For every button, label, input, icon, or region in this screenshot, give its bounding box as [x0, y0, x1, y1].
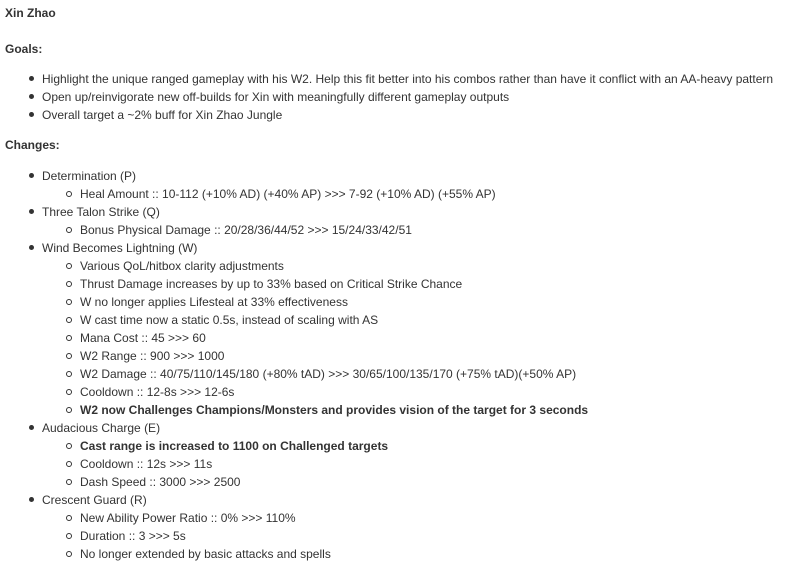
ability-detail: W2 Range :: 900 >>> 1000 — [80, 349, 225, 363]
ability-detail: Cooldown :: 12s >>> 11s — [80, 457, 213, 471]
ability-name: Determination (P) — [42, 169, 137, 183]
ability-detail: Cooldown :: 12-8s >>> 12-6s — [80, 385, 235, 399]
changes-heading: Changes: — [5, 138, 60, 152]
ability-detail: Bonus Physical Damage :: 20/28/36/44/52 >>> 15/24/33/42/51 — [80, 223, 412, 237]
bullet-circle-icon — [66, 263, 72, 269]
ability-detail: Heal Amount :: 10-112 (+10% AD) (+40% AP) >>> 7-92 (+10% AD) (+55% AP) — [80, 187, 496, 201]
ability-detail: Various QoL/hitbox clarity adjustments — [80, 259, 284, 273]
ability-detail: Duration :: 3 >>> 5s — [80, 529, 186, 543]
bullet-disc-icon — [29, 425, 34, 430]
bullet-disc-icon — [29, 245, 34, 250]
bullet-disc-icon — [29, 209, 34, 214]
ability-detail: No longer extended by basic attacks and spells — [80, 547, 331, 561]
bullet-circle-icon — [66, 515, 72, 521]
bullet-circle-icon — [66, 461, 72, 467]
ability-detail: Thrust Damage increases by up to 33% based on Critical Strike Chance — [80, 277, 463, 291]
ability-name: Three Talon Strike (Q) — [42, 205, 160, 219]
goal-item: Overall target a ~2% buff for Xin Zhao Jungle — [42, 108, 283, 122]
ability-detail: W2 Damage :: 40/75/110/145/180 (+80% tAD) >>> 30/65/100/135/170 (+75% tAD)(+50% AP) — [80, 367, 577, 381]
ability-detail-highlight: Cast range is increased to 1100 on Challenged targets — [80, 439, 389, 453]
goal-item: Highlight the unique ranged gameplay with his W2. Help this fit better into his combos rather than have it conflict with an AA-heavy pattern — [42, 72, 774, 86]
bullet-disc-icon — [29, 173, 34, 178]
ability-name: Wind Becomes Lightning (W) — [42, 241, 198, 255]
ability-detail: New Ability Power Ratio :: 0% >>> 110% — [80, 511, 296, 525]
bullet-circle-icon — [66, 227, 72, 233]
bullet-circle-icon — [66, 407, 72, 413]
bullet-circle-icon — [66, 335, 72, 341]
goals-heading: Goals: — [5, 42, 43, 56]
bullet-circle-icon — [66, 479, 72, 485]
ability-detail: Dash Speed :: 3000 >>> 2500 — [80, 475, 241, 489]
bullet-circle-icon — [66, 317, 72, 323]
bullet-circle-icon — [66, 299, 72, 305]
bullet-disc-icon — [29, 112, 34, 117]
bullet-circle-icon — [66, 389, 72, 395]
bullet-disc-icon — [29, 497, 34, 502]
bullet-circle-icon — [66, 371, 72, 377]
bullet-disc-icon — [29, 76, 34, 81]
bullet-circle-icon — [66, 353, 72, 359]
ability-detail: Mana Cost :: 45 >>> 60 — [80, 331, 206, 345]
bullet-circle-icon — [66, 533, 72, 539]
bullet-circle-icon — [66, 551, 72, 557]
page-title: Xin Zhao — [5, 6, 56, 20]
bullet-circle-icon — [66, 191, 72, 197]
ability-detail: W no longer applies Lifesteal at 33% effectiveness — [80, 295, 348, 309]
ability-detail-highlight: W2 now Challenges Champions/Monsters and provides vision of the target for 3 seconds — [80, 403, 589, 417]
ability-detail: W cast time now a static 0.5s, instead of scaling with AS — [80, 313, 379, 327]
ability-name: Crescent Guard (R) — [42, 493, 147, 507]
bullet-circle-icon — [66, 281, 72, 287]
bullet-disc-icon — [29, 94, 34, 99]
goal-item: Open up/reinvigorate new off-builds for Xin with meaningfully different gameplay outputs — [42, 90, 510, 104]
ability-name: Audacious Charge (E) — [42, 421, 161, 435]
bullet-circle-icon — [66, 443, 72, 449]
